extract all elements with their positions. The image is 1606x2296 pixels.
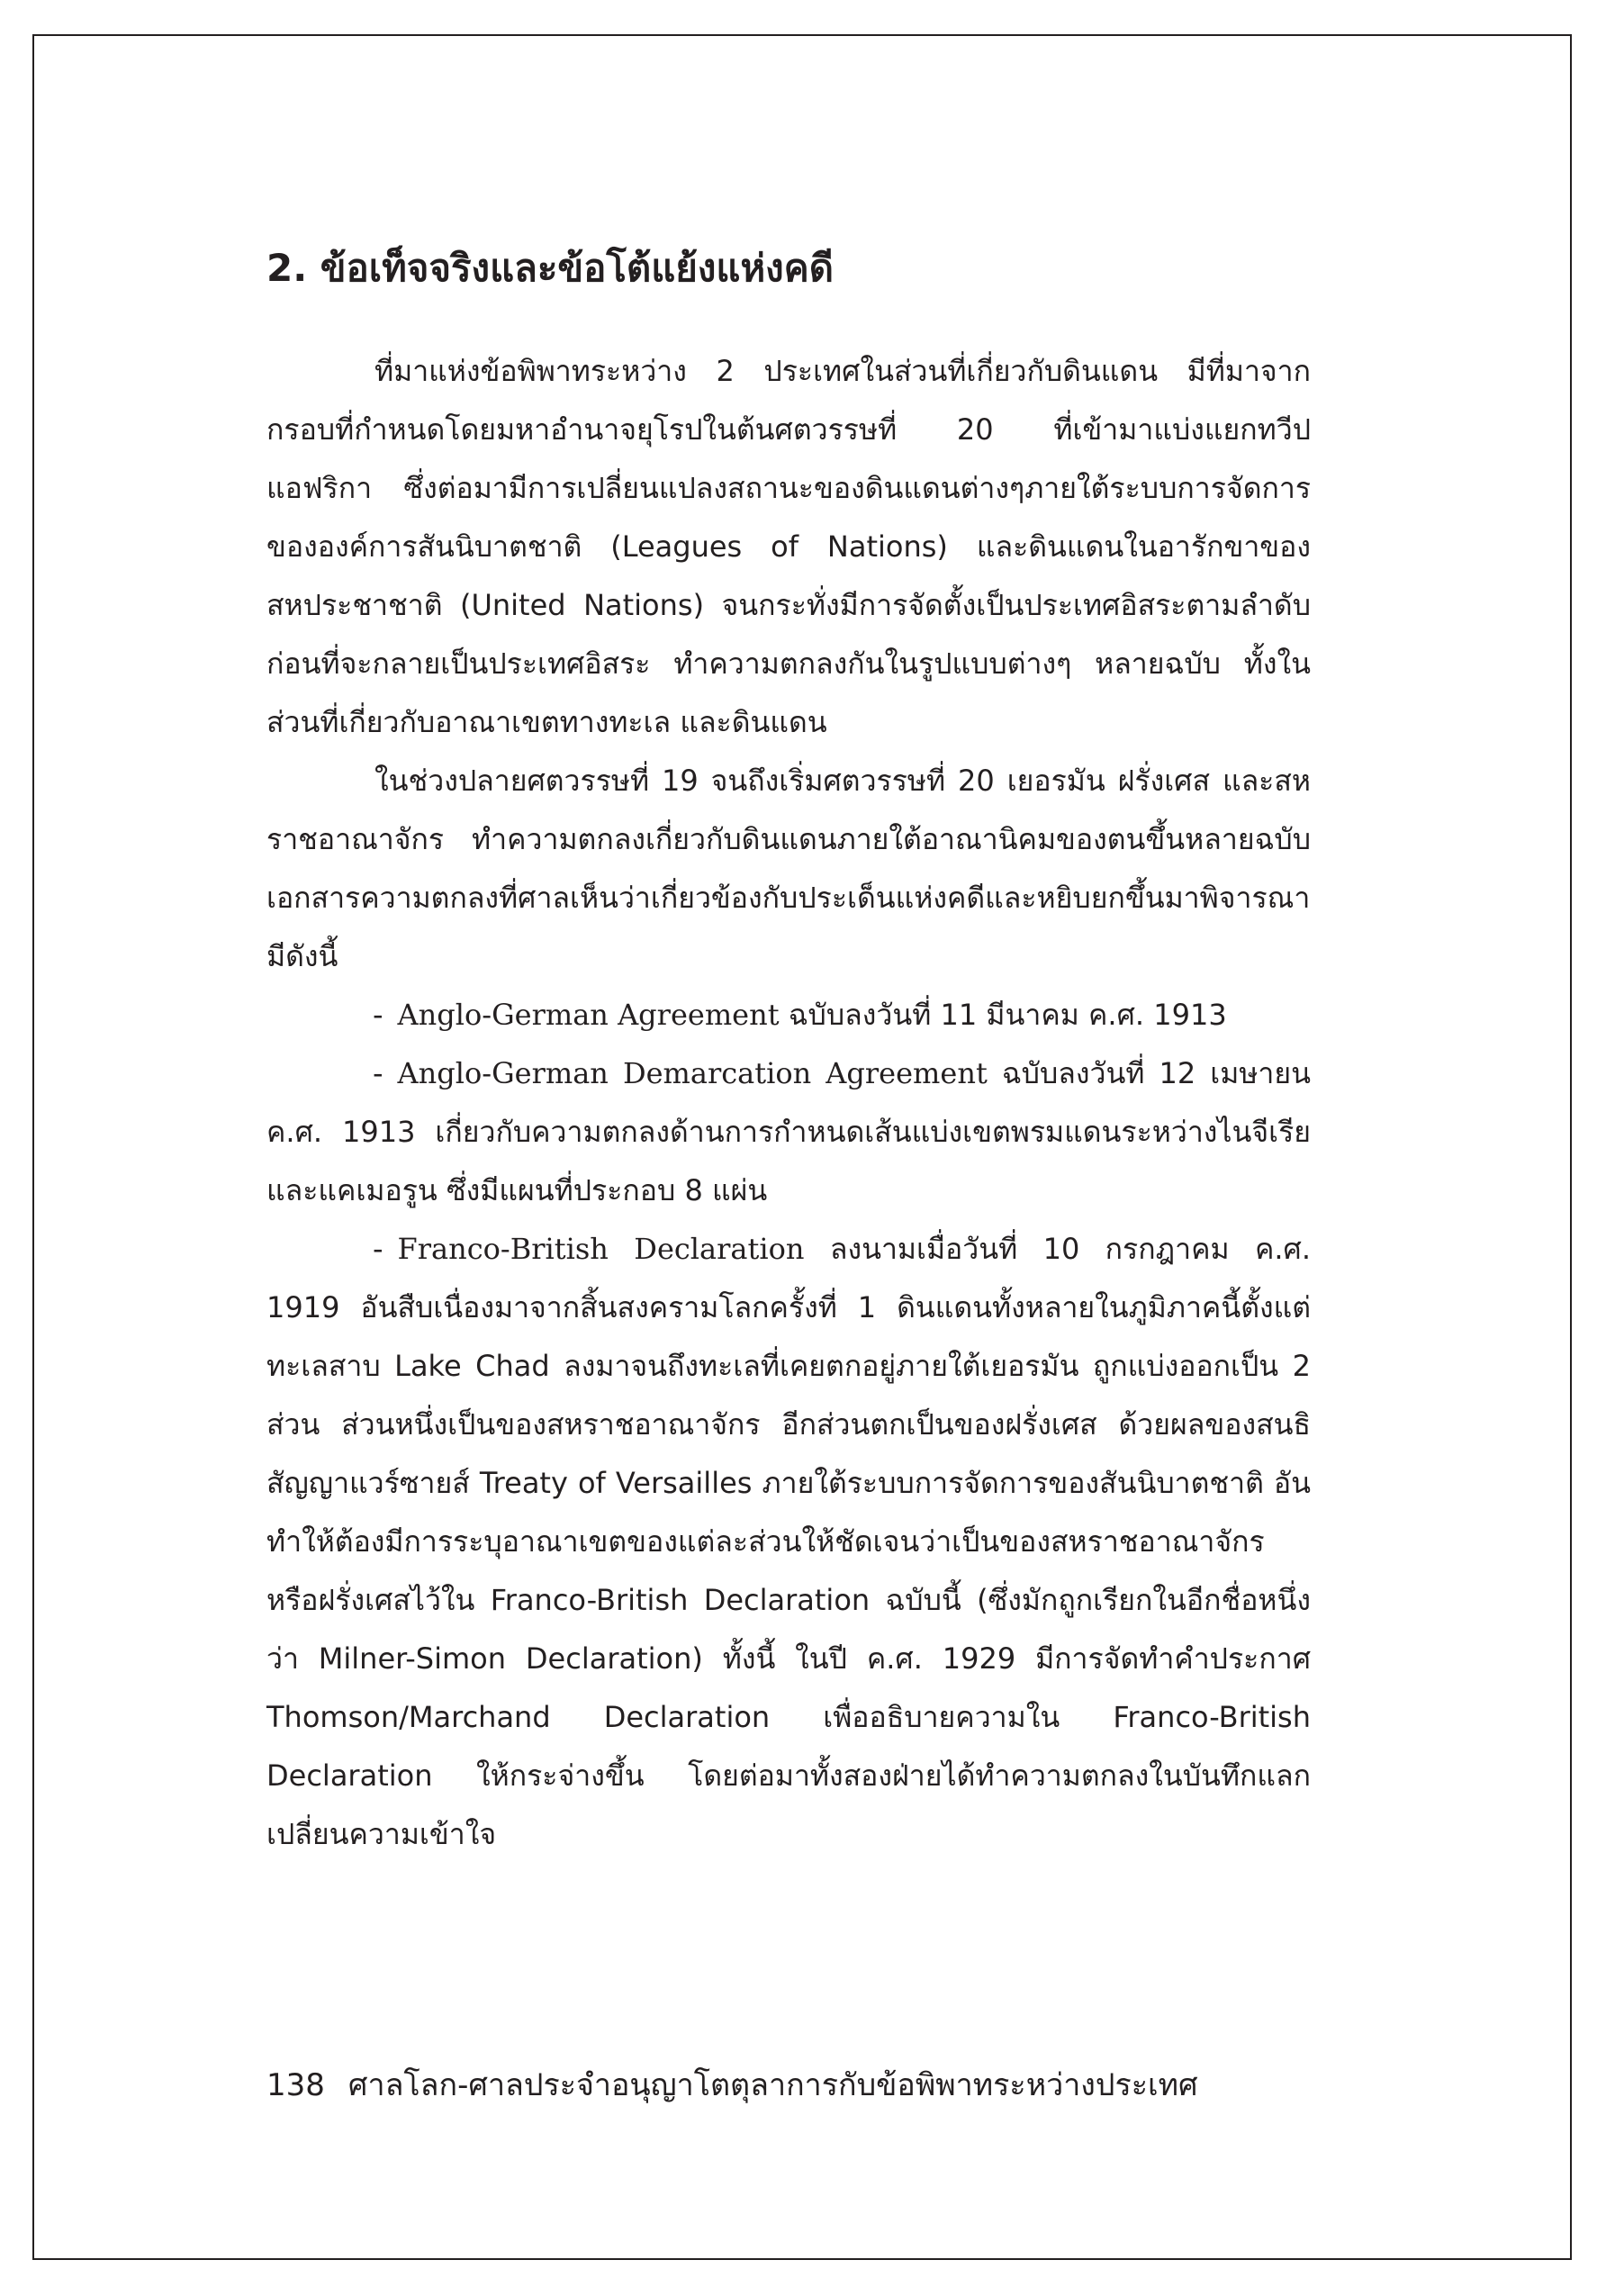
running-title: ศาลโลก-ศาลประจำอนุญาโตตุลาการกับข้อพิพาทระหว่างประเทศ xyxy=(347,2067,1198,2103)
agreement-description: ลงนามเมื่อวันที่ 10 กรกฎาคม ค.ศ. 1919 อันสืบเนื่องมาจากสิ้นสงครามโลกครั้งที่ 1 ดินแดนทั้งหลายในภูมิภาคนี้ตั้งแต่ทะเลสาบ Lake Chad ลงมาจนถึงทะเลที่เคยตกอยู่ภายใต้เยอรมัน ถูกแบ่งออกเป็น 2 ส่วน ส่วนหนึ่งเป็นของสหราชอาณาจักร อีกส่วนตกเป็นของฝรั่งเศส ด้วยผลของสนธิสัญญาแวร์ซายส์ Treaty of Versailles ภายใต้ระบบการจัดการของสันนิบาตชาติ อันทำให้ต้องมีการระบุอาณาเขตของแต่ละส่วนให้ชัดเจนว่าเป็นของสหราชอาณาจักรหรือฝรั่งเศสไว้ใน Franco-British Declaration ฉบับนี้ (ซึ่งมักถูกเรียกในอีกชื่อหนึ่งว่า Milner-Simon Declaration) ทั้งนี้ ในปี ค.ศ. 1929 มีการจัดทำคำประกาศ Thomson/Marchand Declaration เพื่ออธิบายความใน Franco-British Declaration ให้กระจ่างขึ้น โดยต่อมาทั้งสองฝ่ายได้ทำความตกลงในบันทึกแลกเปลี่ยนความเข้าใจ xyxy=(266,1232,1312,1851)
section-heading: 2. ข้อเท็จจริงและข้อโต้แย้งแห่งคดี xyxy=(266,246,835,290)
agreement-item xyxy=(266,1044,1311,1220)
agreement-description: ฉบับลงวันที่ 11 มีนาคม ค.ศ. 1913 xyxy=(779,998,1227,1032)
agreement-item xyxy=(266,986,1311,1044)
agreement-name: Anglo-German Agreement xyxy=(397,998,780,1032)
list-dash: - xyxy=(373,998,383,1032)
page-footer xyxy=(266,2060,1311,2111)
agreement-name: Franco-British Declaration xyxy=(397,1232,805,1266)
agreement-item xyxy=(266,1220,1311,1864)
paragraph-origin-of-dispute: ที่มาแห่งข้อพิพาทระหว่าง 2 ประเทศในส่วนที่เกี่ยวกับดินแดน มีที่มาจากกรอบที่กำหนดโดยมหาอำนาจยุโรปในต้นศตวรรษที่ 20 ที่เข้ามาแบ่งแยกทวีปแอฟริกา ซึ่งต่อมามีการเปลี่ยนแปลงสถานะของดินแดนต่างๆภายใต้ระบบการจัดการขององค์การสันนิบาตชาติ (Leagues of Nations) และดินแดนในอารักขาของสหประชาชาติ (United Nations) จนกระทั่งมีการจัดตั้งเป็นประเทศอิสระตามลำดับ ก่อนที่จะกลายเป็นประเทศอิสระ ทำความตกลงกันในรูปแบบต่างๆ หลายฉบับ ทั้งในส่วนที่เกี่ยวกับอาณาเขตทางทะเล และดินแดน xyxy=(266,354,1311,739)
list-dash: - xyxy=(373,1232,383,1266)
page-body xyxy=(266,241,1311,1864)
agreement-description: ฉบับลงวันที่ 12 เมษายน ค.ศ. 1913 เกี่ยวกับความตกลงด้านการกำหนดเส้นแบ่งเขตพรมแดนระหว่างไนจีเรียและแคเมอรูน ซึ่งมีแผนที่ประกอบ 8 แผ่น xyxy=(266,1056,1312,1207)
page-number: 138 xyxy=(266,2067,325,2103)
agreement-name: Anglo-German Demarcation Agreement xyxy=(397,1056,988,1090)
paragraph-colonial-agreements: ในช่วงปลายศตวรรษที่ 19 จนถึงเริ่มศตวรรษที่ 20 เยอรมัน ฝรั่งเศส และสหราชอาณาจักร ทำความตกลงเกี่ยวกับดินแดนภายใต้อาณานิคมของตนขึ้นหลายฉบับ เอกสารความตกลงที่ศาลเห็นว่าเกี่ยวข้องกับประเด็นแห่งคดีและหยิบยกขึ้นมาพิจารณา มีดังนี้ xyxy=(266,764,1311,973)
list-dash: - xyxy=(373,1056,383,1090)
